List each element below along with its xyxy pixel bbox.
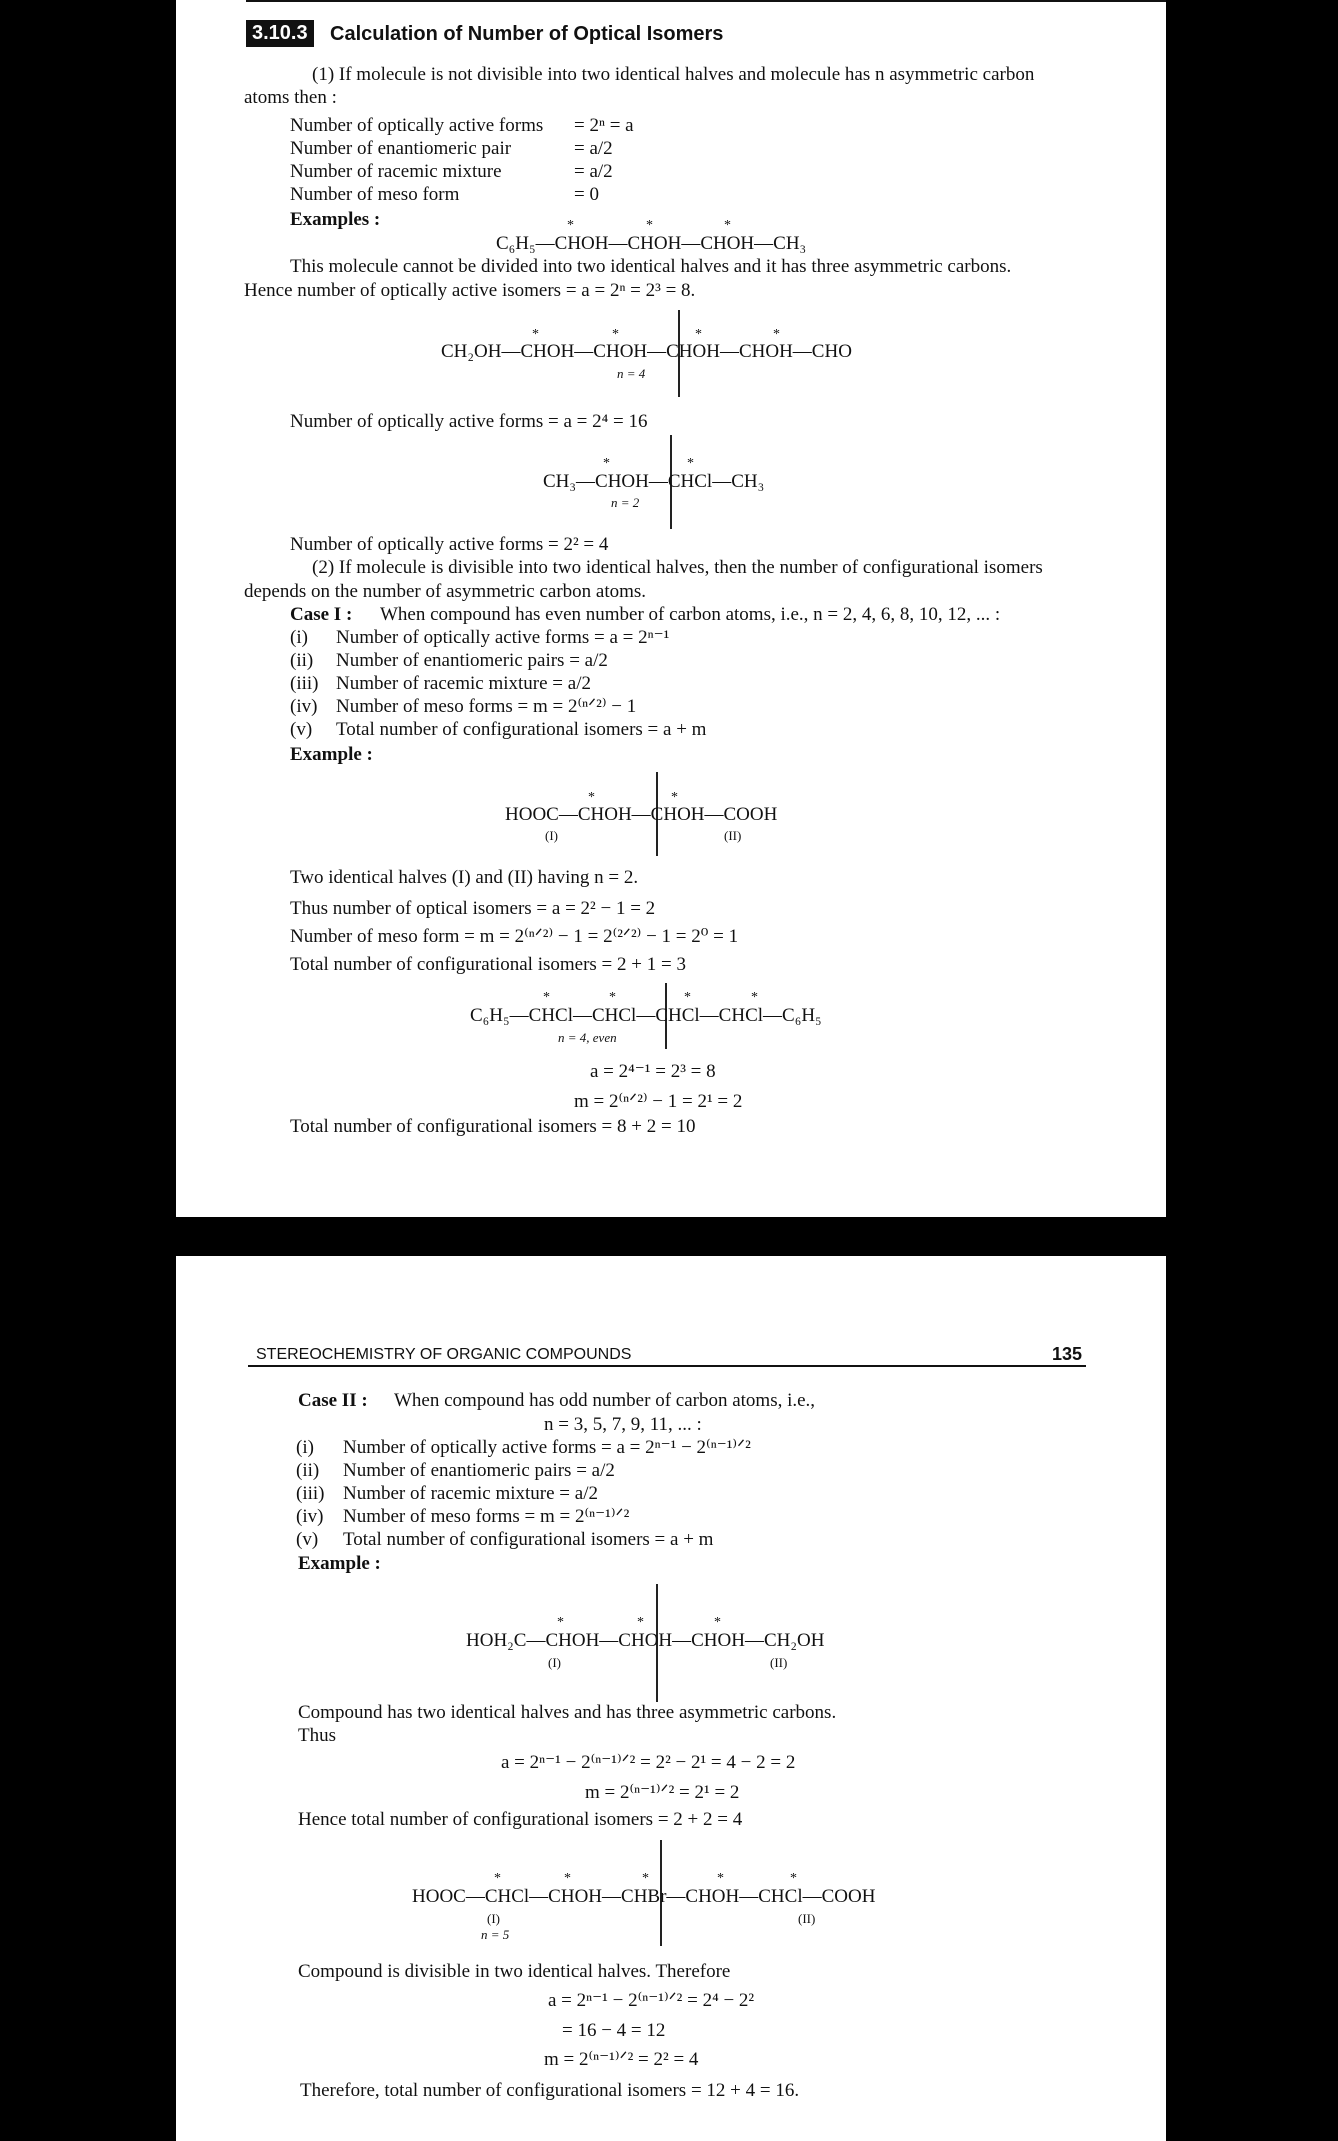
ex1-text-2: Hence number of optically active isomers = a = 2ⁿ = 2³ = 8.: [244, 280, 696, 301]
ex3-formula: CH₃—CHOH—CHCl—CH₃: [543, 471, 765, 492]
case-1-item: Number of optically active forms = a = 2ⁿ⁻¹: [336, 627, 670, 648]
rule-value: = 0: [574, 184, 599, 205]
case-1-item: Number of racemic mixture = a/2: [336, 673, 591, 694]
asymmetric-star: *: [717, 1871, 724, 1886]
rule-label: Number of optically active forms: [290, 115, 544, 136]
asymmetric-star: *: [588, 790, 595, 805]
asymmetric-star: *: [695, 327, 702, 342]
ex7-a-2: = 16 − 4 = 12: [562, 2020, 666, 2041]
top-rule: [246, 0, 1166, 2]
case-1-heading: Case I :: [290, 604, 353, 625]
asymmetric-star: *: [637, 1615, 644, 1630]
ex3-result: Number of optically active forms = 2² = 4: [290, 534, 609, 555]
case-2-item: Number of enantiomeric pairs = a/2: [343, 1460, 615, 1481]
asymmetric-star: *: [494, 1871, 501, 1886]
ex6-a: a = 2ⁿ⁻¹ − 2⁽ⁿ⁻¹⁾ᐟ² = 2² − 2¹ = 4 − 2 = 2: [501, 1752, 796, 1773]
ex4-line: Thus number of optical isomers = a = 2² − 1 = 2: [290, 898, 656, 919]
page-2: [176, 1256, 1166, 2141]
asymmetric-star: *: [790, 1871, 797, 1886]
ex4-label-1: (I): [545, 828, 558, 843]
ex6-label-1: (I): [548, 1655, 561, 1670]
case-1-num: (ii): [290, 650, 314, 671]
ex7-formula: HOOC—CHCl—CHOH—CHBr—CHOH—CHCl—COOH: [412, 1886, 876, 1907]
para-2-line-2: depends on the number of asymmetric carbon atoms.: [244, 581, 647, 602]
asymmetric-star: *: [751, 990, 758, 1005]
ex1-text-1: This molecule cannot be divided into two identical halves and it has three asymmetric carbons.: [290, 256, 1012, 277]
page-1: [176, 0, 1166, 1217]
ex7-label-1: (I): [487, 1911, 500, 1926]
ex4-line: Number of meso form = m = 2⁽ⁿᐟ²⁾ − 1 = 2⁽²ᐟ²⁾ − 1 = 2⁰ = 1: [290, 926, 739, 947]
case-2-values: n = 3, 5, 7, 9, 11, ... :: [544, 1414, 702, 1435]
case-2-item: Number of meso forms = m = 2⁽ⁿ⁻¹⁾ᐟ²: [343, 1506, 630, 1527]
case-2-num: (i): [296, 1437, 314, 1458]
ex7-total: Therefore, total number of configurational isomers = 12 + 4 = 16.: [300, 2080, 800, 2101]
ex4-formula: HOOC—CHOH—CHOH—COOH: [505, 804, 778, 825]
ex7-n: n = 5: [481, 1927, 510, 1942]
running-header: STEREOCHEMISTRY OF ORGANIC COMPOUNDS: [256, 1346, 632, 1363]
ex2-result: Number of optically active forms = a = 2⁴ = 16: [290, 411, 648, 432]
ex6-text-2: Thus: [298, 1725, 336, 1746]
ex2-formula: CH₂OH—CHOH—CHOH—CHOH—CHOH—CHO: [441, 341, 852, 362]
rule-value: = a/2: [574, 161, 613, 182]
case-1-text: When compound has even number of carbon atoms, i.e., n = 2, 4, 6, 8, 10, 12, ... :: [380, 604, 1001, 625]
ex3-n: n = 2: [611, 495, 640, 510]
asymmetric-star: *: [646, 218, 653, 233]
ex6-label-2: (II): [770, 1655, 788, 1670]
rule-label: Number of meso form: [290, 184, 460, 205]
case-1-num: (v): [290, 719, 313, 740]
ex5-total: Total number of configurational isomers = 8 + 2 = 10: [290, 1116, 696, 1137]
case-2-num: (ii): [296, 1460, 320, 1481]
case-1-item: Number of enantiomeric pairs = a/2: [336, 650, 608, 671]
asymmetric-star: *: [671, 790, 678, 805]
asymmetric-star: *: [567, 218, 574, 233]
rule-label: Number of racemic mixture: [290, 161, 502, 182]
section-title: Calculation of Number of Optical Isomers: [330, 23, 724, 45]
asymmetric-star: *: [684, 990, 691, 1005]
asymmetric-star: *: [557, 1615, 564, 1630]
case-2-item: Total number of configurational isomers = a + m: [343, 1529, 714, 1550]
ex6-m: m = 2⁽ⁿ⁻¹⁾ᐟ² = 2¹ = 2: [585, 1782, 740, 1803]
para-1-line-1: (1) If molecule is not divisible into two identical halves and molecule has n asymmetric carbon: [312, 64, 1035, 85]
case-1-num: (i): [290, 627, 308, 648]
ex6-total: Hence total number of configurational isomers = 2 + 2 = 4: [298, 1809, 743, 1830]
asymmetric-star: *: [773, 327, 780, 342]
case-1-item: Number of meso forms = m = 2⁽ⁿᐟ²⁾ − 1: [336, 696, 637, 717]
case-2-num: (iii): [296, 1483, 325, 1504]
ex5-m: m = 2⁽ⁿᐟ²⁾ − 1 = 2¹ = 2: [574, 1091, 743, 1112]
ex2-n: n = 4: [617, 366, 646, 381]
ex7-a-1: a = 2ⁿ⁻¹ − 2⁽ⁿ⁻¹⁾ᐟ² = 2⁴ − 2²: [548, 1990, 755, 2011]
ex7-label-2: (II): [798, 1911, 816, 1926]
ex4-line: Total number of configurational isomers = 2 + 1 = 3: [290, 954, 686, 975]
rule-label: Number of enantiomeric pair: [290, 138, 512, 159]
rule-value: = a/2: [574, 138, 613, 159]
asymmetric-star: *: [612, 327, 619, 342]
example-heading: Example :: [290, 744, 373, 765]
ex7-text: Compound is divisible in two identical halves. Therefore: [298, 1961, 731, 1982]
ex7-m: m = 2⁽ⁿ⁻¹⁾ᐟ² = 2² = 4: [544, 2049, 699, 2070]
ex4-line: Two identical halves (I) and (II) having n = 2.: [290, 867, 639, 888]
asymmetric-star: *: [687, 456, 694, 471]
case-1-num: (iii): [290, 673, 319, 694]
asymmetric-star: *: [714, 1615, 721, 1630]
case-2-num: (v): [296, 1529, 319, 1550]
asymmetric-star: *: [724, 218, 731, 233]
case-1-item: Total number of configurational isomers = a + m: [336, 719, 707, 740]
section-number: 3.10.3: [246, 20, 314, 47]
case-1-num: (iv): [290, 696, 318, 717]
case-2-item: Number of optically active forms = a = 2ⁿ⁻¹ − 2⁽ⁿ⁻¹⁾ᐟ²: [343, 1437, 751, 1458]
rule-value: = 2ⁿ = a: [574, 115, 634, 136]
example-heading: Example :: [298, 1553, 381, 1574]
case-2-heading: Case II :: [298, 1390, 368, 1411]
case-2-num: (iv): [296, 1506, 324, 1527]
asymmetric-star: *: [642, 1871, 649, 1886]
ex5-a: a = 2⁴⁻¹ = 2³ = 8: [590, 1061, 716, 1082]
ex5-formula: C₆H₅—CHCl—CHCl—CHCl—CHCl—C₆H₅: [470, 1005, 822, 1026]
para-2-line-1: (2) If molecule is divisible into two identical halves, then the number of configurational isomers: [312, 557, 1043, 578]
ex6-formula: HOH₂C—CHOH—CHOH—CHOH—CH₂OH: [466, 1630, 825, 1651]
case-2-text: When compound has odd number of carbon atoms, i.e.,: [394, 1390, 816, 1411]
examples-heading: Examples :: [290, 209, 381, 230]
ex6-text-1: Compound has two identical halves and has three asymmetric carbons.: [298, 1702, 837, 1723]
asymmetric-star: *: [603, 456, 610, 471]
asymmetric-star: *: [543, 990, 550, 1005]
ex4-label-2: (II): [724, 828, 742, 843]
header-rule: [248, 1365, 1086, 1367]
asymmetric-star: *: [564, 1871, 571, 1886]
ex5-n: n = 4, even: [558, 1030, 617, 1045]
ex1-formula: C₆H₅—CHOH—CHOH—CHOH—CH₃: [496, 233, 807, 254]
para-1-line-2: atoms then :: [244, 87, 337, 108]
page-number: 135: [1052, 1344, 1083, 1364]
asymmetric-star: *: [609, 990, 616, 1005]
asymmetric-star: *: [532, 327, 539, 342]
case-2-item: Number of racemic mixture = a/2: [343, 1483, 598, 1504]
